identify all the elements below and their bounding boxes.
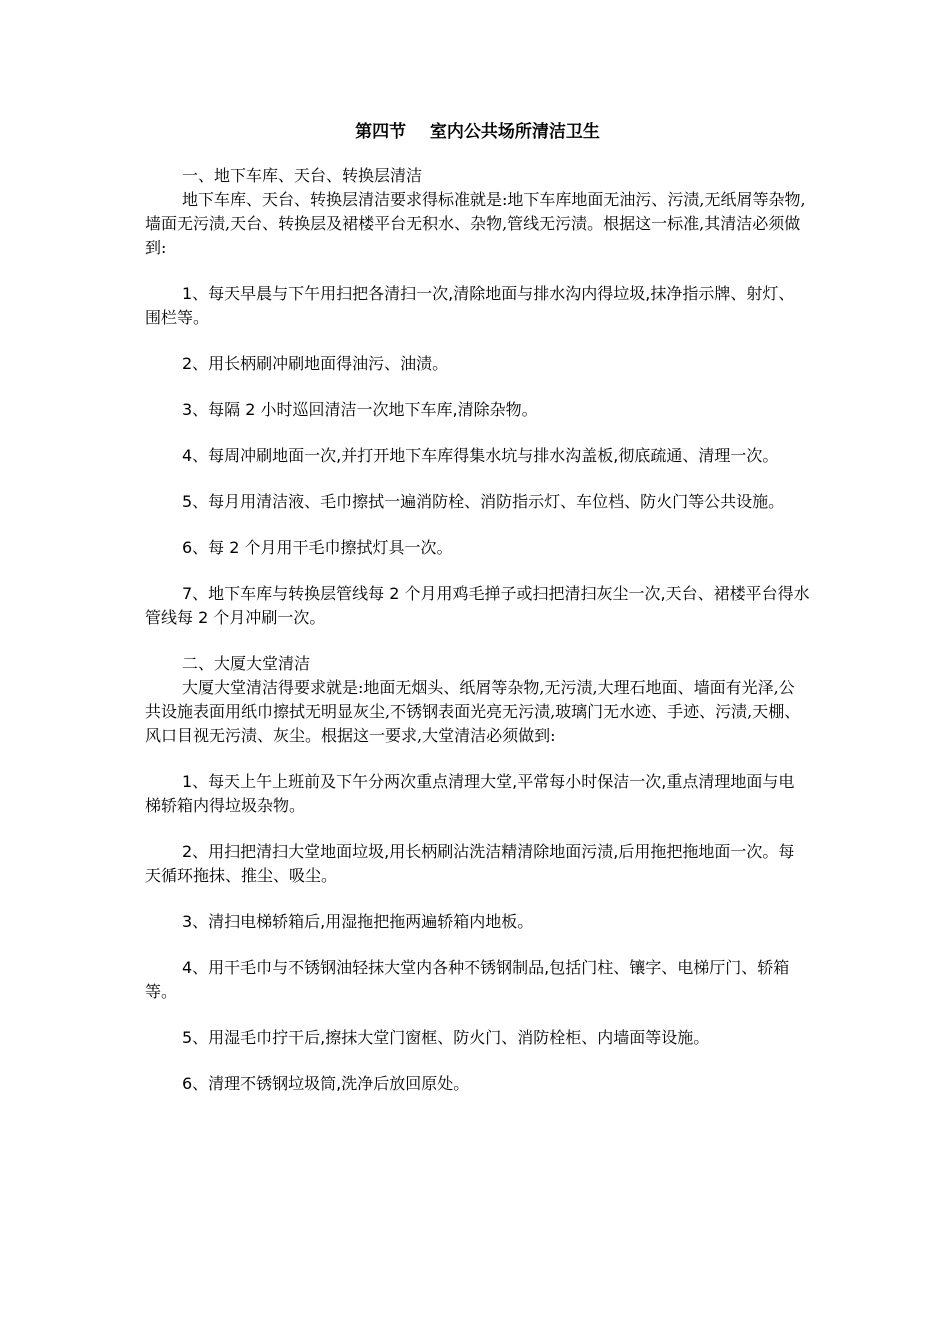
section-2-intro: 大厦大堂清洁得要求就是:地面无烟头、纸屑等杂物,无污渍,大理石地面、墙面有光泽,公共设施表面用纸巾擦拭无明显灰尘,不锈钢表面光亮无污渍,玻璃门无水迹、手迹、污渍,天棚、风口目视无污渍、灰尘。根据这一要求,大堂清洁必须做到:	[145, 678, 801, 745]
paragraph-gap	[145, 630, 810, 652]
section-2-item: 3、清扫电梯轿箱后,用湿拖把拖两遍轿箱内地板。	[182, 912, 534, 931]
section-1-intro: 地下车库、天台、转换层清洁要求得标准就是:地下车库地面无油污、污渍,无纸屑等杂物,墙面无污渍,天台、转换层及裙楼平台无积水、杂物,管线无污渍。根据这一标准,其清洁必须做到:	[145, 190, 806, 257]
section-2-item: 1、每天上午上班前及下午分两次重点清理大堂,平常每小时保洁一次,重点清理地面与电梯轿箱内得垃圾杂物。	[145, 772, 795, 815]
section-2-item: 5、用湿毛巾拧干后,擦抹大堂门窗框、防火门、消防栓柜、内墙面等设施。	[182, 1028, 710, 1047]
document-page	[145, 120, 810, 1096]
section-2-item: 2、用扫把清扫大堂地面垃圾,用长柄刷沾洗洁精清除地面污渍,后用拖把拖地面一次。每天循环拖抹、推尘、吸尘。	[145, 842, 795, 885]
section-1-item: 7、地下车库与转换层管线每 2 个月用鸡毛掸子或扫把清扫灰尘一次,天台、裙楼平台得水管线每 2 个月冲刷一次。	[145, 584, 810, 627]
section-1-item: 4、每周冲刷地面一次,并打开地下车库得集水坑与排水沟盖板,彻底疏通、清理一次。	[182, 446, 779, 465]
section-1-item: 1、每天早晨与下午用扫把各清扫一次,清除地面与排水沟内得垃圾,抹净指示牌、射灯、围栏等。	[145, 284, 795, 327]
section-1-item: 3、每隔 2 小时巡回清洁一次地下车库,清除杂物。	[182, 400, 538, 419]
section-2-heading: 二、大厦大堂清洁	[182, 654, 311, 673]
section-1-heading: 一、地下车库、天台、转换层清洁	[182, 166, 423, 185]
section-1-item: 2、用长柄刷冲刷地面得油污、油渍。	[182, 354, 449, 373]
section-2-item: 4、用干毛巾与不锈钢油轻抹大堂内各种不锈钢制品,包括门柱、镶字、电梯厅门、轿箱等。	[145, 958, 790, 1001]
section-2-item: 6、清理不锈钢垃圾筒,洗净后放回原处。	[182, 1074, 470, 1093]
section-1-item: 6、每 2 个月用干毛巾擦拭灯具一次。	[182, 538, 453, 557]
section-1-item: 5、每月用清洁液、毛巾擦拭一遍消防栓、消防指示灯、车位档、防火门等公共设施。	[182, 492, 785, 511]
section-title: 第四节 室内公共场所清洁卫生	[355, 122, 600, 142]
